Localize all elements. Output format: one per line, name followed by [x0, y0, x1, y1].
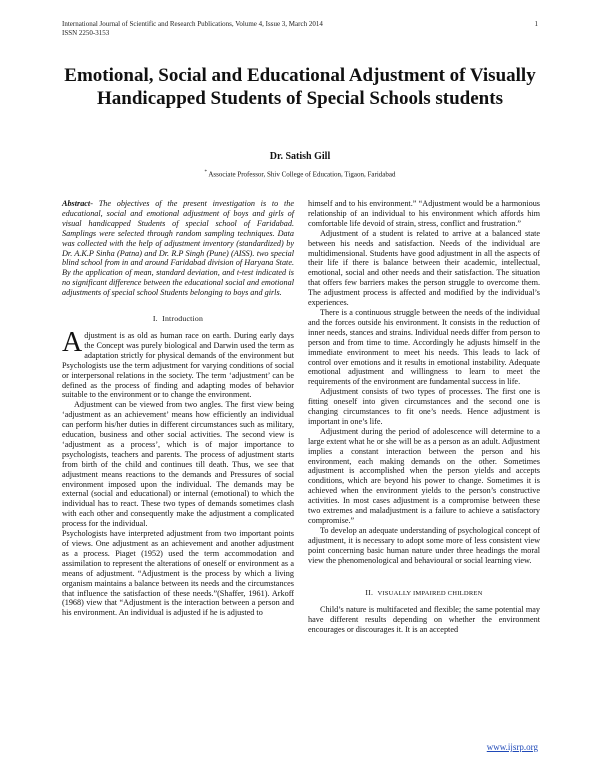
author-affiliation: [0, 170, 600, 178]
intro-paragraph-2: Adjustment can be viewed from two angles. The first view being ‘adjustment as an achievement’ means how efficiently an individual can perform his/her duties in different circumstances such as military, education, business and other social activities. The second view is ‘adjustment as a process’, which is of major importance to psychologists, teachers and parents. The process of adjustment starts from birth of the child and continues till death. Thus, we see that adjustment means reactions to the demands and Pressures of social environment imposed upon the individual. The demands may be external (social and educational) or internal (emotional) to which the individual has to react. These two types of demands sometimes clash with each other and consequently make the adjustment a complicated process for the individual.: [62, 400, 294, 529]
abstract: [62, 199, 294, 298]
section-number: I.: [152, 314, 158, 324]
page-number: 1: [534, 20, 538, 28]
section-title: VISUALLY IMPAIRED CHILDREN: [377, 589, 483, 597]
author-name: Dr. Satish Gill: [269, 151, 331, 162]
right-column: [308, 199, 540, 635]
section-number: II.: [365, 587, 374, 597]
journal-header: [62, 20, 323, 38]
intro-paragraph-4: himself and to his environment.” “Adjustment would be a harmonious relationship of an individual to his environment which affords him comfortable life devoid of strain, stress, conflict and frustration.”: [308, 199, 540, 228]
intro-paragraph-1: Adjustment is as old as human race on earth. During early days the Concept was purely biological and Darwin used the term as adaptation strictly for physical demands of the environment but Psychologists use the term adjustment for varying conditions of social or interpersonal relations in the society. The term ‘adjustment’ can be defined as the process of finding and adapting modes of behavior suitable to the environment or to change the environment.: [62, 326, 294, 400]
paper-title: Emotional, Social and Educational Adjustment of Visually Handicapped Students of Special Schools students: [64, 65, 536, 109]
intro-paragraph-8: Adjustment during the period of adolescence will determine to a large extent what he or she will be as a person as an adult. Adjustment implies a constant interaction between the person and his environment, each making demands on the other. Sometimes adjustment is accomplished when the person yields and accepts conditions, which are beyond his power to change. Sometimes it is achieved when the environment yields to the person’s constructive activities. In most cases adjustment is a compromise between these two extremes and maladjustment is a failure to achieve a satisfactory compromise.”: [308, 426, 540, 525]
abstract-text: - The objectives of the present investigation is to the educational, social and emotional adjustment of boys and girls of visual handicapped Students of special school of Faridabad. Samplings were selected through random sampling techniques. Data was collected with the help of adjustment inventory (standardized) by Dr. A.K.P Sinha (Patna) and Dr. R.P Singh (Pune) (AISS). two special blind school from in and around Faridabad division of Haryana State. By the application of mean, standard deviation, and t-test indicated is no significant difference between the educational social and emotional adjustments of special school Students belonging to boys and girls.: [62, 199, 294, 298]
affiliation-mark: *: [204, 170, 207, 175]
intro-paragraph-9: To develop an adequate understanding of psychological concept of adjustment, it is necessary to adopt some more of less consistent view point concerning basic human nature under three headings the moral view the phenomenological and behavioural or social learning view.: [308, 525, 540, 565]
intro-paragraph-7: Adjustment consists of two types of processes. The first one is fitting oneself into given circumstances and the second one is changing circumstances to fit one’s needs. Hence adjustment is important in one’s life.: [308, 387, 540, 426]
section-title: Introduction: [162, 314, 204, 324]
section-heading-visually-impaired: [308, 588, 540, 599]
journal-website-link[interactable]: www.ijsrp.org: [486, 742, 538, 752]
issn: ISSN 2250-3153: [62, 29, 110, 37]
intro-paragraph-6: There is a continuous struggle between the needs of the individual and the forces outside his environment. It consists in the reduction of inner needs, stances and strains. Individual needs differ from person to person and from time to time. Accordingly he adjusts himself in the immediate environment to meet his needs. This leads to lack of control over emotions and it results in emotional instability. Adequate emotional adjustment and willingness to learn to meet the requirements of the environment are fundamental success in life.: [308, 307, 540, 387]
journal-name: International Journal of Scientific and Research Publications, Volume 4, Issue 3, March 2014: [62, 20, 323, 28]
intro-paragraph-3: Psychologists have interpreted adjustment from two important points of views. One adjustment as an achievement and another adjustment as a process. Piaget (1952) used the term accommodation and assimilation to represent the alterations of oneself or environment as a means of adjustment. “Adjustment is the process by which a living organism maintains a balance between its needs and the circumstances that influence the satisfaction of these needs.”(Shaffer, 1961). Arkoff (1968) view that “Adjustment is the interaction between a person and his environment. An individual is adjusted if he is adjusted to: [62, 529, 294, 618]
intro-paragraph-5: Adjustment of a student is related to arrive at a balanced state between his needs and satisfaction. Needs of the individual are multidimensional. Students have good adjustment in all the aspects of their life if there is balance between their academic, intellectual, emotional, social and other needs and their satisfaction. The situation that offers few barriers makes the person struggle to overcome them. The adjustment process is affected and modified by the individual’s experiences.: [308, 228, 540, 308]
section-heading-introduction: [62, 314, 294, 324]
affiliation-text: Associate Professor, Shiv College of Education, Tigaon, Faridabad: [208, 170, 396, 179]
left-column: [62, 199, 294, 618]
drop-cap: A: [62, 326, 83, 358]
abstract-label: Abstract: [62, 199, 91, 208]
visually-paragraph-1: Child’s nature is multifaceted and flexible; the same potential may have different results depending on whether the environment encourages or discourages it. It is an accepted: [308, 605, 540, 635]
